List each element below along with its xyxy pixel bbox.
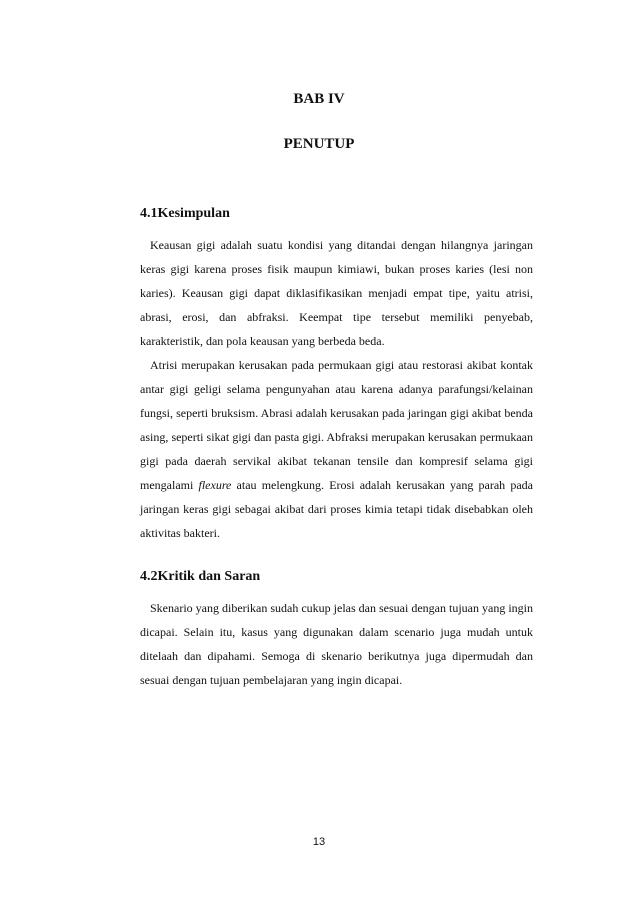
chapter-title: PENUTUP (283, 136, 355, 152)
section-heading-critique: 4.2Kritik dan Saran (140, 569, 261, 584)
paragraph-text-before: Atrisi merupakan kerusakan pada permukaan gigi atau restorasi akibat kontak antar gigi geligi selama pengunyahan atau karena adanya parafungsi/kelainan fungsi, seperti bruksism. Abrasi adalah kerusakan pada jaringan gigi akibat benda asing, seperti sikat gigi dan pasta gigi. Abfraksi merupakan kerusakan permukaan gigi pada daerah servikal akibat tekanan tensile dan kompresif selama gigi mengalami (140, 358, 533, 492)
conclusion-paragraph-1: Keausan gigi adalah suatu kondisi yang ditandai dengan hilangnya jaringan keras gigi karena proses fisik maupun kimiawi, bukan proses karies (lesi non karies). Keausan gigi dapat diklasifikasikan menjadi empat tipe, yaitu atrisi, abrasi, erosi, dan abfraksi. Keempat tipe tersebut memiliki penyebab, karakteristik, dan pola keausan yang berbeda beda. (140, 238, 533, 348)
page-number: 13 (312, 836, 326, 848)
italic-term: flexure (198, 478, 232, 492)
section-heading-conclusion: 4.1Kesimpulan (140, 206, 230, 221)
conclusion-paragraph-2 (140, 353, 533, 545)
chapter-number: BAB IV (293, 91, 345, 107)
paragraph-text-after: atau melengkung. Erosi adalah kerusakan yang parah pada jaringan keras gigi sebagai akibat dari proses kimia tetapi tidak disebabkan oleh aktivitas bakteri. (140, 478, 533, 540)
critique-paragraph-1: Skenario yang diberikan sudah cukup jelas dan sesuai dengan tujuan yang ingin dicapai. Selain itu, kasus yang digunakan dalam scenario juga mudah untuk ditelaah dan dipahami. Semoga di skenario berikutnya juga dipermudah dan sesuai dengan tujuan pembelajaran yang ingin dicapai. (140, 601, 533, 687)
